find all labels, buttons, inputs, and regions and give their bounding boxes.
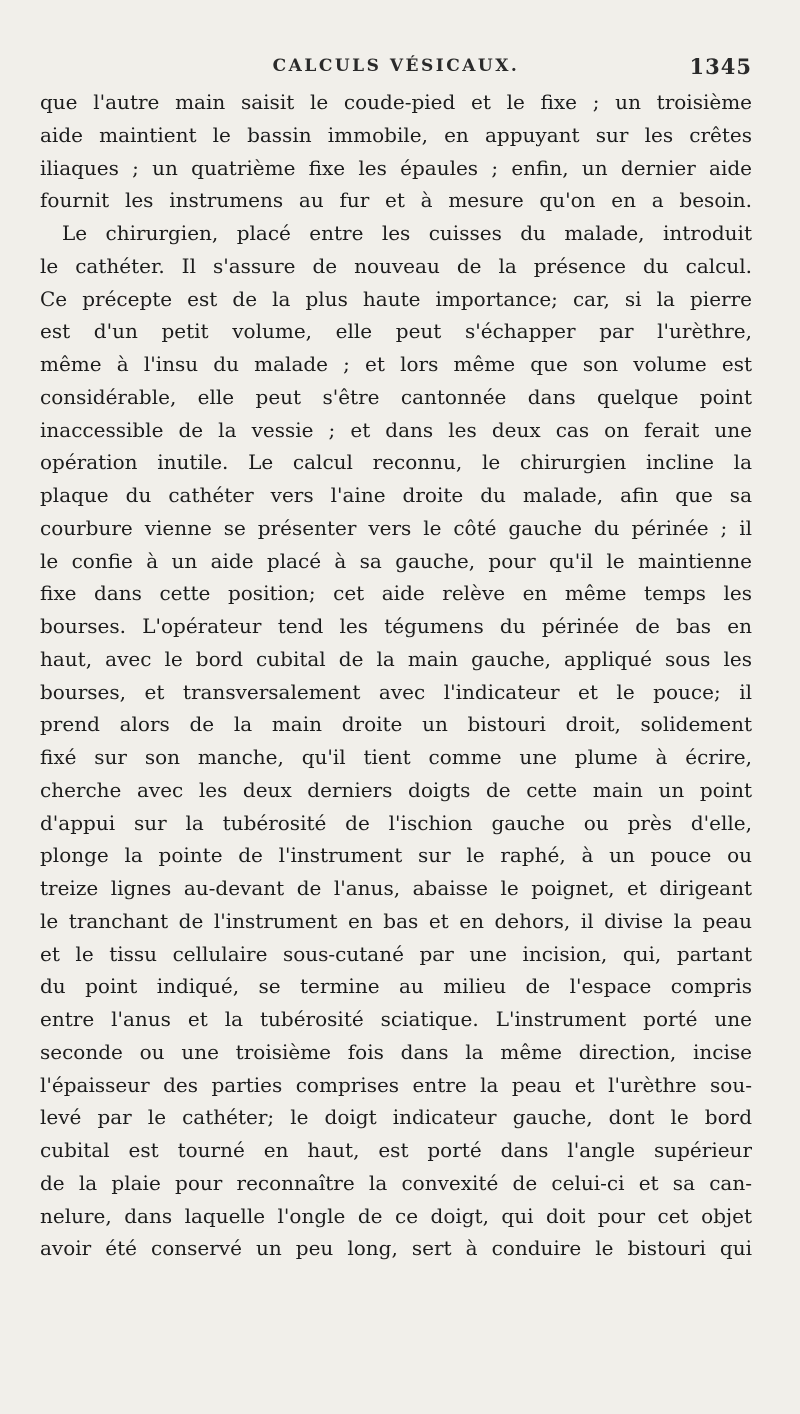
text-line: aide maintient le bassin immobile, en appuyant sur les crêtes bbox=[40, 122, 752, 147]
text-line: entre l'anus et la tubérosité sciatique. L'instrument porté une bbox=[40, 1007, 752, 1031]
text-line: levé par le cathéter; le doigt indicateur gauche, dont le bord bbox=[40, 1105, 752, 1130]
text-line: Ce précepte est de la plus haute importance; car, si la pierre bbox=[40, 286, 752, 311]
text-line: que l'autre main saisit le coude-pied et le fixe ; un troisième bbox=[40, 90, 752, 114]
text-line: cubital est tourné en haut, est porté dans l'angle supérieur bbox=[40, 1138, 752, 1162]
text-line: considérable, elle peut s'être cantonnée dans quelque point bbox=[40, 384, 752, 409]
text-line: fixé sur son manche, qu'il tient comme une plume à écrire, bbox=[40, 745, 752, 769]
text-line: et le tissu cellulaire sous-cutané par une incision, qui, partant bbox=[40, 941, 752, 966]
text-line: l'épaisseur des parties comprises entre la peau et l'urèthre sou- bbox=[40, 1072, 752, 1097]
text-line: d'appui sur la tubérosité de l'ischion gauche ou près d'elle, bbox=[40, 810, 752, 835]
text-line: plaque du cathéter vers l'aine droite du malade, afin que sa bbox=[40, 483, 752, 507]
text-line: avoir été conservé un peu long, sert à conduire le bistouri qui bbox=[40, 1236, 752, 1261]
text-line: prend alors de la main droite un bistouri droit, solidement bbox=[40, 712, 752, 737]
text-line: fixe dans cette position; cet aide relève en même temps les bbox=[40, 581, 752, 606]
text-line: opération inutile. Le calcul reconnu, le chirurgien incline la bbox=[40, 450, 752, 475]
text-line: de la plaie pour reconnaître la convexité de celui-ci et sa can- bbox=[40, 1170, 752, 1195]
body-text bbox=[40, 86, 752, 1265]
text-line: courbure vienne se présenter vers le côté gauche du périnée ; il bbox=[40, 515, 752, 540]
text-line: le tranchant de l'instrument en bas et en dehors, il divise la peau bbox=[40, 908, 752, 933]
text-line: Le chirurgien, placé entre les cuisses du malade, introduit bbox=[62, 221, 752, 245]
text-line: cherche avec les deux derniers doigts de cette main un point bbox=[40, 777, 752, 802]
text-line: bourses, et transversalement avec l'indicateur et le pouce; il bbox=[40, 679, 752, 704]
text-line: treize lignes au-devant de l'anus, abaisse le poignet, et dirigeant bbox=[40, 876, 752, 900]
running-head bbox=[40, 50, 752, 86]
text-line: plonge la pointe de l'instrument sur le raphé, à un pouce ou bbox=[40, 843, 752, 868]
text-line: le cathéter. Il s'assure de nouveau de la présence du calcul. bbox=[40, 253, 752, 278]
text-line: nelure, dans laquelle l'ongle de ce doigt, qui doit pour cet objet bbox=[40, 1203, 752, 1228]
text-line: bourses. L'opérateur tend les tégumens du périnée de bas en bbox=[40, 614, 752, 638]
text-line: même à l'insu du malade ; et lors même que son volume est bbox=[40, 352, 752, 376]
text-line: haut, avec le bord cubital de la main gauche, appliqué sous les bbox=[40, 646, 752, 671]
text-line: inaccessible de la vessie ; et dans les deux cas on ferait une bbox=[40, 417, 752, 442]
text-line: seconde ou une troisième fois dans la même direction, incise bbox=[40, 1039, 752, 1064]
text-line: fournit les instrumens au fur et à mesure qu'on en a besoin. bbox=[40, 188, 752, 213]
text-line: iliaques ; un quatrième fixe les épaules ; enfin, un dernier aide bbox=[40, 155, 752, 180]
text-line: est d'un petit volume, elle peut s'échapper par l'urèthre, bbox=[40, 319, 752, 344]
text-line: le confie à un aide placé à sa gauche, pour qu'il le maintienne bbox=[40, 548, 752, 573]
text-line: du point indiqué, se termine au milieu de l'espace compris bbox=[40, 974, 752, 999]
page-number: 1345 bbox=[689, 54, 752, 79]
running-title: CALCULS VÉSICAUX. bbox=[272, 56, 520, 76]
